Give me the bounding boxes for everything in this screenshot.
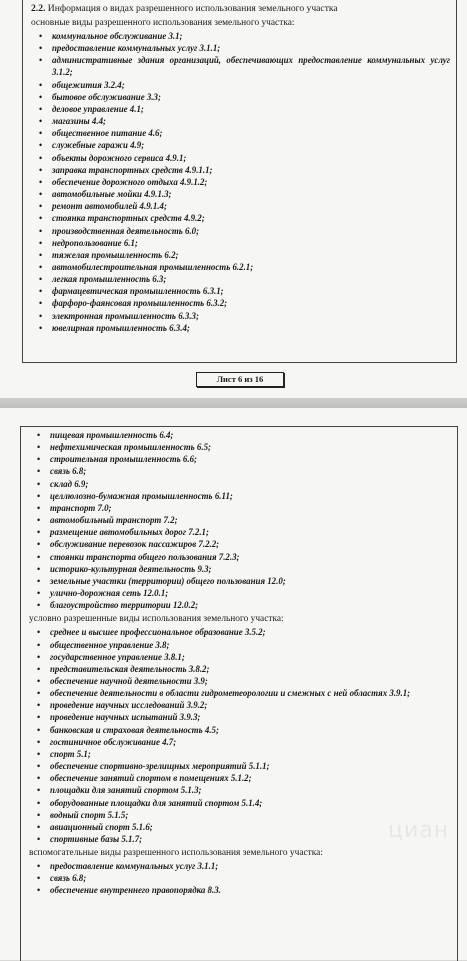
list-item: [37, 663, 451, 675]
bullet-icon: •: [39, 201, 43, 212]
list-item: [37, 453, 451, 465]
list-item-text: стоянка транспортных средств 4.9.2;: [52, 213, 205, 224]
list-item-text: легкая промышленность 6.3;: [52, 274, 167, 285]
bullet-icon: •: [37, 588, 41, 599]
main-uses-list-continued: [29, 429, 451, 611]
bullet-icon: •: [37, 442, 41, 453]
bullet-icon: •: [37, 809, 41, 820]
list-item: [37, 575, 451, 587]
list-item-text: ремонт автомобилей 4.9.1.4;: [52, 201, 167, 212]
list-item-text: коммунальное обслуживание 3.1;: [52, 31, 183, 41]
list-item-text: фарфоро-фаянсовая промышленность 6.3.2;: [52, 298, 228, 309]
list-item: [37, 748, 451, 760]
list-item: [37, 736, 451, 748]
bullet-icon: •: [37, 454, 41, 465]
page-frame: [20, 426, 458, 961]
bullet-icon: •: [37, 748, 41, 759]
list-item-text: обеспечение спортивно-зрелищных мероприятий 5.1.1;: [50, 761, 270, 772]
bullet-icon: •: [37, 502, 41, 513]
bullet-icon: •: [39, 213, 43, 224]
list-item: [37, 872, 451, 884]
bullet-icon: •: [39, 55, 43, 66]
list-item: [39, 127, 450, 139]
list-item-text: общественное управление 3.8;: [50, 639, 170, 650]
list-item-text: представительская деятельность 3.8.2;: [50, 663, 210, 674]
list-item-text: недропользование 6.1;: [52, 237, 138, 248]
bullet-icon: •: [37, 688, 41, 699]
list-item: [39, 237, 450, 249]
list-item: [37, 563, 451, 575]
bullet-icon: •: [39, 43, 43, 54]
page-frame: [22, 0, 457, 363]
bullet-icon: •: [37, 466, 41, 477]
bullet-icon: •: [39, 116, 43, 127]
list-item-text: обслуживание перевозок пассажиров 7.2.2;: [50, 539, 220, 550]
bullet-icon: •: [39, 261, 43, 272]
heading-text: Информация о видах разрешенного использования земельного участка: [47, 3, 338, 14]
bullet-icon: •: [37, 490, 41, 501]
bullet-icon: •: [37, 515, 41, 526]
bullet-icon: •: [37, 712, 41, 723]
list-item: [37, 478, 451, 490]
list-item-text: обеспечение научной деятельности 3.9;: [50, 675, 208, 686]
list-item: [37, 675, 451, 687]
list-item-text: банковская и страховая деятельность 4.5;: [50, 724, 219, 735]
bullet-icon: •: [37, 539, 41, 550]
bullet-icon: •: [39, 31, 43, 41]
list-item: [37, 599, 451, 611]
list-item: [39, 79, 450, 91]
list-item-text: склад 6.9;: [50, 478, 89, 489]
bullet-icon: •: [39, 128, 43, 139]
bullet-icon: •: [37, 430, 41, 440]
bullet-icon: •: [37, 761, 41, 772]
list-item: [37, 884, 451, 896]
list-item-text: среднее и высшее профессиональное образование 3.5.2;: [50, 627, 266, 638]
list-item-text: административные здания организаций, обеспечивающих предоставление коммунальных услуг 3.1.2;: [52, 55, 450, 78]
list-item: [37, 514, 451, 526]
list-item: [39, 152, 450, 164]
list-item-text: площадки для занятий спортом 5.1.3;: [50, 785, 202, 796]
list-item-text: предоставление коммунальных услуг 3.1.1;: [52, 43, 221, 54]
list-item-text: бытовое обслуживание 3.3;: [52, 91, 161, 102]
bullet-icon: •: [39, 176, 43, 187]
bullet-icon: •: [37, 575, 41, 586]
list-item: [37, 502, 451, 514]
bullet-icon: •: [39, 140, 43, 151]
list-item: [37, 711, 451, 723]
list-item: [37, 651, 451, 663]
document-page-6: [0, 0, 467, 398]
list-item-text: водный спорт 5.1.5;: [50, 809, 129, 820]
list-item: [37, 526, 451, 538]
list-item: [37, 639, 451, 651]
bullet-icon: •: [39, 79, 43, 90]
section-label-auxiliary: вспомогательные виды разрешенного использования земельного участка:: [29, 848, 323, 859]
list-item: [37, 860, 451, 872]
bullet-icon: •: [37, 663, 41, 674]
bullet-icon: •: [37, 873, 41, 884]
list-item: [37, 465, 451, 477]
list-item: [39, 91, 450, 103]
list-item-text: обеспечение занятий спортом в помещениях 5.1.2;: [50, 773, 252, 784]
bullet-icon: •: [37, 627, 41, 638]
list-item-text: пищевая промышленность 6.4;: [50, 430, 174, 440]
list-item-text: стоянки транспорта общего пользования 7.2.3;: [50, 551, 240, 562]
list-item: [39, 310, 450, 322]
list-item-text: улично-дорожная сеть 12.0.1;: [50, 588, 169, 599]
bullet-icon: •: [39, 249, 43, 260]
list-item: [39, 188, 450, 200]
bullet-icon: •: [37, 861, 41, 872]
bullet-icon: •: [37, 600, 41, 611]
bullet-icon: •: [37, 724, 41, 735]
auxiliary-uses-list: [29, 860, 451, 896]
list-item-text: магазины 4.4;: [52, 116, 106, 127]
bullet-icon: •: [39, 164, 43, 175]
section-label-conditional: условно разрешенные виды использования земельного участка:: [29, 614, 284, 625]
list-item: [37, 626, 451, 638]
bullet-icon: •: [37, 551, 41, 562]
list-item: [37, 724, 451, 736]
bullet-icon: •: [37, 527, 41, 538]
list-item: [37, 490, 451, 502]
bullet-icon: •: [37, 834, 41, 844]
bullet-icon: •: [39, 310, 43, 321]
list-item-text: транспорт 7.0;: [50, 502, 112, 513]
list-item: [39, 164, 450, 176]
list-item-text: общественное питание 4.6;: [52, 128, 163, 139]
list-item-text: заправка транспортных средств 4.9.1.1;: [52, 164, 213, 175]
bullet-icon: •: [39, 322, 43, 333]
list-item-text: обеспечение внутреннего правопорядка 8.3.: [50, 885, 221, 896]
list-item-text: спорт 5.1;: [50, 748, 91, 759]
list-item-text: деловое управление 4.1;: [52, 103, 144, 114]
list-item-text: обеспечение дорожного отдыха 4.9.1.2;: [52, 176, 208, 187]
list-item-text: автомобилестроительная промышленность 6.2.1;: [52, 261, 254, 272]
list-item: [39, 273, 450, 285]
list-item-text: благоустройство территории 12.0.2;: [50, 600, 199, 611]
bullet-icon: •: [37, 651, 41, 662]
list-item: [39, 285, 450, 297]
list-item-text: строительная промышленность 6.6;: [50, 454, 197, 465]
list-item: [39, 103, 450, 115]
list-item: [37, 797, 451, 809]
list-item: [39, 212, 450, 224]
list-item-text: общежития 3.2.4;: [52, 79, 125, 90]
list-item-text: спортивные базы 5.1.7;: [50, 834, 143, 844]
list-item-text: авиационный спорт 5.1.6;: [50, 821, 153, 832]
list-item-text: историко-культурная деятельность 9.3;: [50, 563, 212, 574]
bullet-icon: •: [39, 298, 43, 309]
list-item: [37, 587, 451, 599]
section-label-main: основные виды разрешенного использования земельного участка:: [31, 18, 295, 28]
list-item-text: проведение научных исследований 3.9.2;: [50, 700, 208, 711]
list-item: [39, 225, 450, 237]
list-item: [37, 784, 451, 796]
bullet-icon: •: [37, 478, 41, 489]
conditional-uses-list: [29, 626, 451, 845]
bullet-icon: •: [39, 103, 43, 114]
list-item-text: электронная промышленность 6.3.3;: [52, 310, 199, 321]
bullet-icon: •: [39, 274, 43, 285]
list-item-text: нефтехимическая промышленность 6.5;: [50, 442, 211, 453]
list-item: [39, 322, 450, 334]
list-item-text: тяжелая промышленность 6.2;: [52, 249, 179, 260]
list-item: [37, 538, 451, 550]
list-item: [37, 551, 451, 563]
heading-number: 2.2.: [31, 3, 46, 14]
list-item-text: земельные участки (территории) общего пользования 12.0;: [50, 575, 286, 586]
list-item-text: связь 6.8;: [50, 873, 87, 884]
section-heading: [31, 2, 450, 15]
list-item: [39, 261, 450, 273]
list-item-text: целлюлозно-бумажная промышленность 6.11;: [50, 490, 233, 501]
list-item: [37, 772, 451, 784]
list-item-text: обеспечение деятельности в области гидрометеорологии и смежных с ней областях 3.9.1;: [50, 688, 411, 699]
bullet-icon: •: [37, 821, 41, 832]
bullet-icon: •: [37, 773, 41, 784]
list-item-text: предоставление коммунальных услуг 3.1.1;: [50, 861, 219, 872]
list-item: [39, 176, 450, 188]
list-item: [39, 115, 450, 127]
bullet-icon: •: [37, 675, 41, 686]
bullet-icon: •: [39, 189, 43, 200]
list-item: [39, 30, 450, 42]
list-item-text: производственная деятельность 6.0;: [52, 225, 200, 236]
list-item: [39, 200, 450, 212]
bullet-icon: •: [37, 736, 41, 747]
list-item: [37, 441, 451, 453]
list-item: [39, 139, 450, 151]
list-item: [39, 249, 450, 261]
bullet-icon: •: [37, 797, 41, 808]
bullet-icon: •: [37, 785, 41, 796]
list-item-text: связь 6.8;: [50, 466, 87, 477]
bullet-icon: •: [39, 152, 43, 163]
list-item: [39, 42, 450, 54]
bullet-icon: •: [39, 91, 43, 102]
sheet-number: Лист 6 из 16: [196, 372, 284, 387]
list-item: [39, 54, 450, 78]
bullet-icon: •: [39, 225, 43, 236]
page-separator: [0, 398, 467, 408]
list-item-text: объекты дорожного сервиса 4.9.1;: [52, 152, 187, 163]
list-item: [37, 429, 451, 441]
list-item-text: ювелирная промышленность 6.3.4;: [52, 322, 190, 333]
list-item-text: оборудованные площадки для занятий спортом 5.1.4;: [50, 797, 263, 808]
list-item-text: автомобильные мойки 4.9.1.3;: [52, 189, 172, 200]
bullet-icon: •: [37, 700, 41, 711]
document-page-7: [0, 408, 467, 960]
list-item-text: размещение автомобильных дорог 7.2.1;: [50, 527, 209, 538]
list-item-text: автомобильный транспорт 7.2;: [50, 515, 178, 526]
list-item: [37, 760, 451, 772]
list-item-text: проведение научных испытаний 3.9.3;: [50, 712, 201, 723]
list-item: [39, 297, 450, 309]
list-item-text: фармацевтическая промышленность 6.3.1;: [52, 286, 224, 297]
bullet-icon: •: [39, 237, 43, 248]
watermark-logo: циан: [388, 818, 450, 843]
main-uses-list: [31, 30, 450, 334]
list-item-text: гостиничное обслуживание 4.7;: [50, 736, 177, 747]
bullet-icon: •: [37, 563, 41, 574]
list-item: [37, 687, 451, 699]
bullet-icon: •: [37, 639, 41, 650]
list-item-text: государственное управление 3.8.1;: [50, 651, 185, 662]
bullet-icon: •: [39, 286, 43, 297]
bullet-icon: •: [37, 885, 41, 896]
list-item-text: служебные гаражи 4.9;: [52, 140, 145, 151]
list-item: [37, 699, 451, 711]
